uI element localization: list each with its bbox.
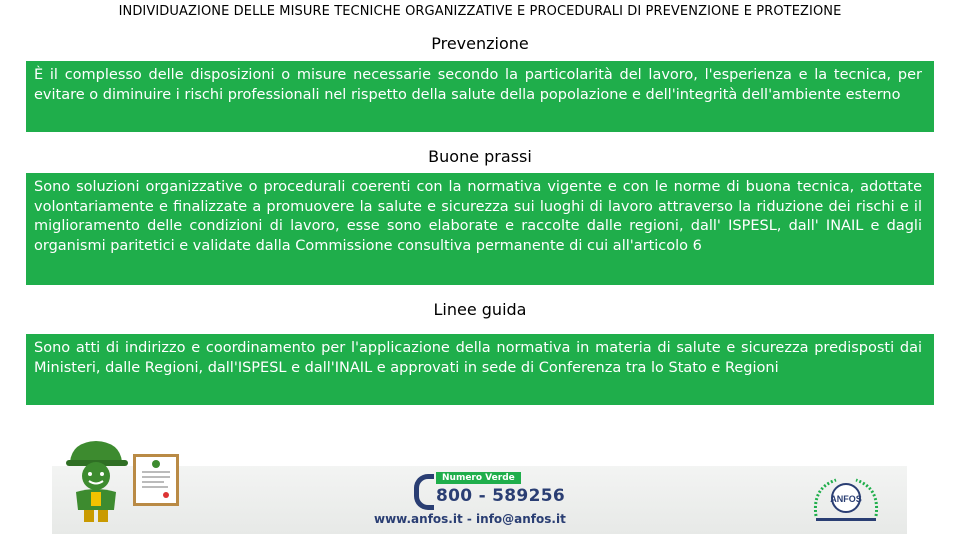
section-heading-linee-guida: Linee guida — [433, 300, 527, 319]
mascot-icon — [62, 436, 132, 524]
anfos-seal-logo — [806, 472, 886, 526]
page-title: INDIVIDUAZIONE DELLE MISURE TECNICHE ORGANIZZATIVE E PROCEDURALI DI PREVENZIONE E PROTEZIONE — [118, 4, 842, 19]
footer-banner — [0, 430, 960, 540]
section-heading-buone-prassi: Buone prassi — [428, 147, 532, 166]
phone-label: Numero Verde — [436, 472, 521, 484]
certificate-frame — [133, 454, 179, 506]
definition-box-linee-guida: Sono atti di indirizzo e coordinamento per l'applicazione della normativa in materia di salute e sicurezza predisposti dai Ministeri, dalle Regioni, dall'ISPESL e dall'INAIL e approvati in sede di Conferenza tra lo Stato e Regioni — [26, 334, 934, 405]
phone-area — [414, 470, 574, 510]
definition-box-prevenzione: È il complesso delle disposizioni o misure necessarie secondo la particolarità del lavoro, l'esperienza e la tecnica, per evitare o diminuire i rischi professionali nel rispetto della salute della popolazione e dell'integrità dell'ambiente esterno — [26, 61, 934, 132]
seal-logo-text: ANFOS — [830, 494, 862, 504]
definition-box-buone-prassi: Sono soluzioni organizzative o procedurali coerenti con la normativa vigente e con le norme di buona tecnica, adottate volontariamente e finalizzate a promuovere la salute e sicurezza sui luoghi di lavoro attraverso la riduzione dei rischi e il miglioramento delle condizioni di lavoro, esse sono elaborate e raccolte dalle regioni, dall' ISPESL, dall' INAIL e dagli organismi paritetici e validate dalla Commissione consultiva permanente di cui all'articolo 6 — [26, 173, 934, 285]
section-heading-prevenzione: Prevenzione — [431, 34, 529, 53]
phone-number[interactable]: 800 - 589256 — [436, 486, 565, 506]
phone-icon — [414, 474, 434, 510]
footer-contacts[interactable]: www.anfos.it - info@anfos.it — [374, 512, 566, 526]
certificate-icon — [136, 457, 176, 503]
